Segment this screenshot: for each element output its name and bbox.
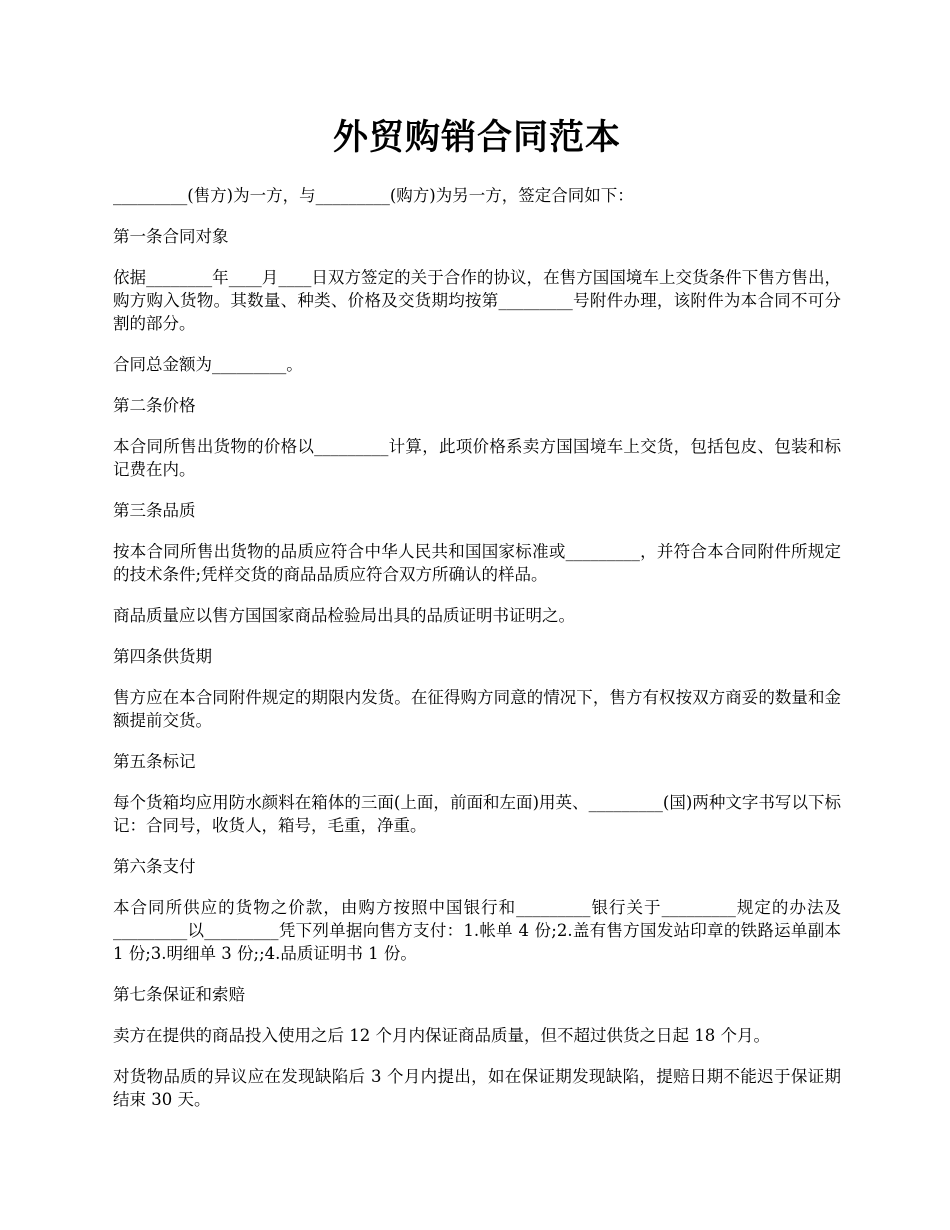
article-7-paragraph-1: 卖方在提供的商品投入使用之后 12 个月内保证商品质量，但不超过供货之日起 18 个月。 [113, 1026, 770, 1045]
contract-parties-paragraph: _________(售方)为一方，与_________(购方)为另一方，签定合同如下： [113, 186, 634, 205]
article-1-paragraph: 依据________年____月____日双方签定的关于合作的协议，在售方国国境车上交货条件下售方售出，购方购入货物。其数量、种类、价格及交货期均按第_________号附件办理，该附件为本合同不可分割的部分。 [113, 268, 841, 333]
document-title: 外贸购销合同范本 [332, 117, 621, 158]
article-2-heading: 第二条价格 [113, 396, 196, 415]
article-6-paragraph: 本合同所供应的货物之价款，由购方按照中国银行和_________银行关于_________规定的办法及_________以_________凭下列单据向售方支付：1.帐单 4 份;2.盖有售方国发站印章的铁路运单副本 1 份;3.明细单 3 份;;4.品质证明书 1 份。 [113, 898, 841, 963]
article-3-heading: 第三条品质 [113, 501, 196, 520]
total-amount-paragraph: 合同总金额为_________。 [113, 355, 303, 374]
article-3-paragraph-2: 商品质量应以售方国国家商品检验局出具的品质证明书证明之。 [113, 606, 575, 625]
document-page [113, 110, 841, 1129]
article-2-paragraph: 本合同所售出货物的价格以_________计算，此项价格系卖方国国境车上交货，包括包皮、包装和标记费在内。 [113, 437, 841, 479]
article-6-heading: 第六条支付 [113, 857, 196, 876]
article-5-heading: 第五条标记 [113, 752, 196, 771]
article-7-paragraph-2: 对货物品质的异议应在发现缺陷后 3 个月内提出，如在保证期发现缺陷，提赔日期不能迟于保证期结束 30 天。 [113, 1067, 841, 1109]
article-1-heading: 第一条合同对象 [113, 227, 229, 246]
article-4-paragraph: 售方应在本合同附件规定的期限内发货。在征得购方同意的情况下，售方有权按双方商妥的数量和金额提前交货。 [113, 688, 841, 730]
article-4-heading: 第四条供货期 [113, 647, 212, 666]
article-3-paragraph-1: 按本合同所售出货物的品质应符合中华人民共和国国家标准或_________，并符合本合同附件所规定的技术条件;凭样交货的商品品质应符合双方所确认的样品。 [113, 542, 841, 584]
article-7-heading: 第七条保证和索赔 [113, 985, 245, 1004]
article-5-paragraph: 每个货箱均应用防水颜料在箱体的三面(上面，前面和左面)用英、_________(国)两种文字书写以下标记：合同号，收货人，箱号，毛重，净重。 [113, 793, 841, 835]
